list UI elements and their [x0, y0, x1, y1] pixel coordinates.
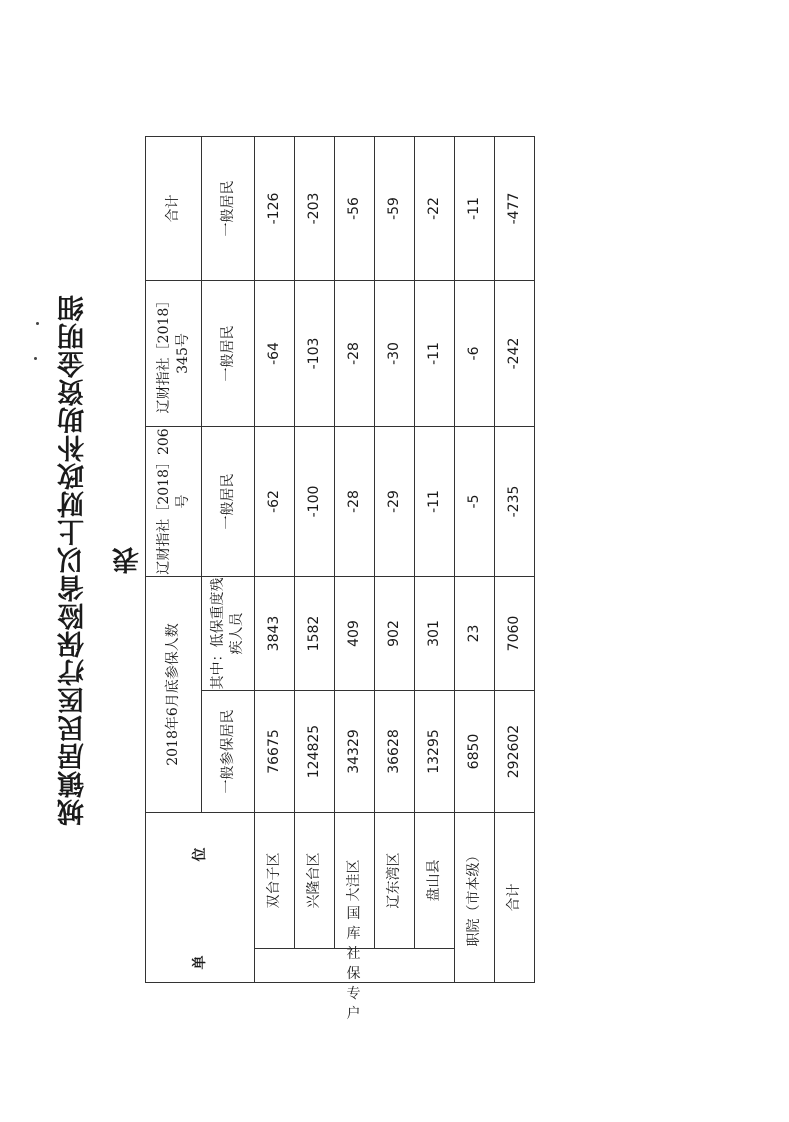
- doc-345-header: 辽财指社［2018］345号: [146, 280, 202, 426]
- unit-name: 辽东湾区: [375, 813, 415, 949]
- unit-name: 双台子区: [255, 813, 295, 949]
- doc-345-amount: -30: [375, 280, 415, 426]
- low-income-count: 1582: [295, 576, 335, 690]
- total-amount: -56: [335, 136, 375, 280]
- total-low-income-count: 7060: [495, 576, 535, 690]
- total-general-count: 292602: [495, 691, 535, 813]
- doc-206-amount: -29: [375, 426, 415, 576]
- scan-speck: [36, 322, 39, 325]
- low-income-count: 301: [415, 576, 455, 690]
- low-income-count: 409: [335, 576, 375, 690]
- doc-206-type-header: 一般居民: [202, 426, 255, 576]
- total-amount: -126: [255, 136, 295, 280]
- general-count: 36628: [375, 691, 415, 813]
- total-doc-345-amount: -242: [495, 280, 535, 426]
- group-label-cell: [255, 905, 455, 1026]
- doc-345-amount: -11: [415, 280, 455, 426]
- doc-345-amount: -103: [295, 280, 335, 426]
- general-count: 34329: [335, 691, 375, 813]
- unit-name: 兴隆台区: [295, 813, 335, 949]
- doc-206-amount: -11: [415, 426, 455, 576]
- doc-206-amount: -28: [335, 426, 375, 576]
- general-count: 124825: [295, 691, 335, 813]
- doc-206-amount: -62: [255, 426, 295, 576]
- general-count: 6850: [455, 691, 495, 813]
- general-residents-header: 一般参保居民: [202, 691, 255, 813]
- subsidy-table: [145, 136, 535, 1026]
- total-row-label: 合计: [495, 813, 535, 983]
- doc-206-header: 辽财指社［2018］206号: [146, 426, 202, 576]
- doc-345-amount: -28: [335, 280, 375, 426]
- total-amount: -11: [455, 136, 495, 280]
- table-frame: [145, 137, 532, 1026]
- low-income-count: 3843: [255, 576, 295, 690]
- doc-206-amount: -100: [295, 426, 335, 576]
- low-income-header: 其中：低保重度残疾人员: [202, 576, 255, 690]
- page-title: 城镇居民医疗保险省以上财政补助资金明细表: [58, 294, 144, 826]
- scan-speck: [34, 357, 37, 360]
- total-amount: -59: [375, 136, 415, 280]
- total-type-header: 一般居民: [202, 136, 255, 280]
- unit-name: 大洼区: [335, 813, 375, 949]
- total-header: 合计: [146, 136, 202, 280]
- general-count: 13295: [415, 691, 455, 813]
- total-amount: -22: [415, 136, 455, 280]
- grand-total-amount: -477: [495, 136, 535, 280]
- unit-name: 盘山县: [415, 813, 455, 949]
- doc-345-type-header: 一般居民: [202, 280, 255, 426]
- unit-name: 职院（市本级）: [455, 813, 495, 983]
- doc-206-amount: -5: [455, 426, 495, 576]
- general-count: 76675: [255, 691, 295, 813]
- participants-group-header: 2018年6月底参保人数: [146, 576, 202, 812]
- total-doc-206-amount: -235: [495, 426, 535, 576]
- doc-345-amount: -64: [255, 280, 295, 426]
- total-amount: -203: [295, 136, 335, 280]
- doc-345-amount: -6: [455, 280, 495, 426]
- group-label: 国库社保专户: [343, 905, 360, 1026]
- low-income-count: 23: [455, 576, 495, 690]
- low-income-count: 902: [375, 576, 415, 690]
- unit-header: 单 位: [146, 813, 255, 983]
